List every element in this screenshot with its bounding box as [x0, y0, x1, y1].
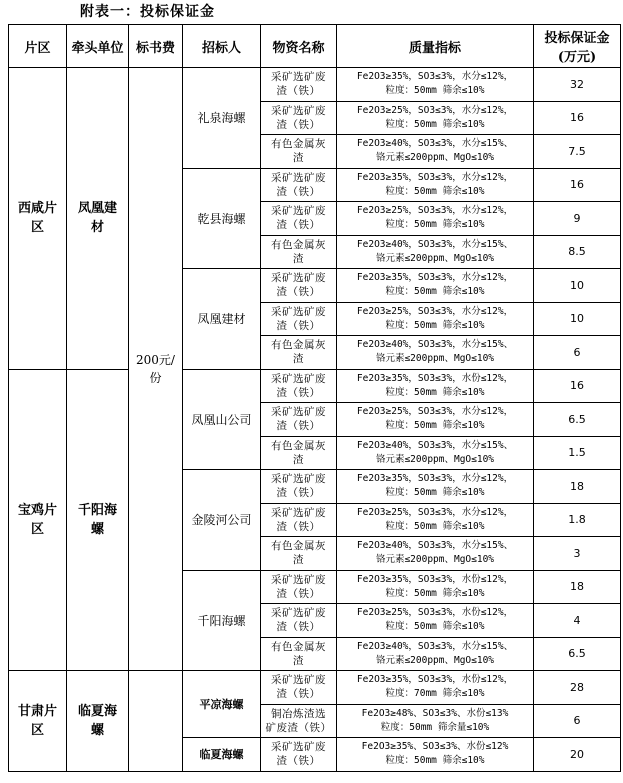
- material-line2: 渣（铁）: [276, 688, 321, 701]
- quality-cell: [337, 101, 534, 135]
- quality-line1: Fe2O3≥48%、SO3≤3%、水份≤13%: [361, 707, 509, 719]
- header-row: [9, 25, 621, 68]
- quality-cell: [337, 503, 534, 537]
- quality-line1: Fe2O3≥35%，SO3≤3%，水分≤12%，: [356, 71, 514, 83]
- material-line2: 渣: [293, 353, 304, 366]
- tenderer-cell: 平凉海螺: [183, 671, 261, 738]
- quality-line1: Fe2O3≥35%，SO3≤3%，水份≤12%，: [356, 674, 514, 686]
- material-line2: 渣: [293, 152, 304, 165]
- quality-line2: 铬元素≤200ppm、MgO≤10%: [375, 252, 495, 264]
- deposit-cell: 16: [534, 101, 621, 135]
- header-deposit-line1: 投标保证金: [544, 31, 610, 46]
- table-row: [9, 369, 621, 403]
- quality-line1: Fe2O3≥35%、SO3≤3%、水份≤12%: [361, 741, 509, 753]
- region-cell: [9, 369, 67, 671]
- material-line1: 采矿选矿废: [271, 205, 326, 218]
- quality-line2: 铬元素≤200ppm、MgO≤10%: [375, 453, 495, 465]
- material-cell: [261, 704, 337, 738]
- deposit-cell: 16: [534, 369, 621, 403]
- lead-unit-line1: 临夏海: [77, 703, 117, 719]
- tenderer-cell: 临夏海螺: [183, 738, 261, 772]
- material-cell: [261, 101, 337, 135]
- region-cell: [9, 671, 67, 772]
- region-name-line1: 西咸片: [17, 201, 57, 217]
- region-name-line2: 区: [30, 521, 44, 537]
- quality-line1: Fe2O3≥35%，SO3≤3%，水份≤12%，: [356, 372, 514, 384]
- material-line1: 铜冶炼渣选: [271, 707, 326, 720]
- material-line2: 渣: [293, 453, 304, 466]
- table-row: [9, 68, 621, 102]
- material-cell: [261, 671, 337, 705]
- fee-cell: [129, 68, 183, 671]
- material-cell: [261, 336, 337, 370]
- material-line1: 采矿选矿废: [271, 71, 326, 84]
- material-line2: 渣（铁）: [276, 85, 321, 98]
- region-cell: [9, 68, 67, 370]
- material-cell: [261, 302, 337, 336]
- material-cell: [261, 68, 337, 102]
- tenderer-cell: 凤凰建材: [183, 269, 261, 370]
- quality-cell: [337, 637, 534, 671]
- material-cell: [261, 202, 337, 236]
- material-line2: 渣（铁）: [276, 219, 321, 232]
- material-line1: 有色金属灰: [271, 339, 326, 352]
- material-line1: 采矿选矿废: [271, 406, 326, 419]
- material-line2: 渣（铁）: [276, 487, 321, 500]
- material-cell: [261, 369, 337, 403]
- quality-cell: [337, 671, 534, 705]
- fee-empty-cell: [129, 671, 183, 772]
- table-title: 附表一：投标保证金: [80, 4, 215, 20]
- material-line2: 渣（铁）: [276, 319, 321, 332]
- quality-line1: Fe2O3≥35%，SO3≤3%，水分≤12%，: [356, 171, 514, 183]
- fee-line2: 份: [149, 371, 162, 385]
- header-tenderer: 招标人: [183, 25, 261, 68]
- quality-cell: [337, 235, 534, 269]
- lead-unit-line2: 材: [90, 220, 104, 236]
- quality-cell: [337, 168, 534, 202]
- material-line2: 渣: [293, 252, 304, 265]
- material-line1: 采矿选矿废: [271, 506, 326, 519]
- material-line1: 有色金属灰: [271, 138, 326, 151]
- material-line1: 采矿选矿废: [271, 473, 326, 486]
- quality-line2: 粒度：50mm 筛余≤10%: [385, 286, 485, 298]
- deposit-cell: 16: [534, 168, 621, 202]
- quality-cell: [337, 570, 534, 604]
- deposit-cell: 3: [534, 537, 621, 571]
- lead-unit-line2: 螺: [90, 722, 104, 738]
- header-fee: 标书费: [129, 25, 183, 68]
- header-deposit: [534, 25, 621, 68]
- deposit-cell: 7.5: [534, 135, 621, 169]
- deposit-cell: 1.5: [534, 436, 621, 470]
- region-name-line1: 宝鸡片: [17, 502, 57, 518]
- material-cell: [261, 503, 337, 537]
- tenderer-cell: 金陵河公司: [183, 470, 261, 571]
- quality-line2: 粒度：50mm 筛余≤10%: [385, 85, 485, 97]
- lead-unit-line1: 千阳海: [77, 502, 117, 518]
- material-line1: 采矿选矿废: [271, 305, 326, 318]
- deposit-table: [8, 24, 621, 772]
- header-lead: 牵头单位: [67, 25, 129, 68]
- material-line1: 有色金属灰: [271, 439, 326, 452]
- quality-line2: 铬元素≤200ppm、MgO≤10%: [375, 654, 495, 666]
- quality-cell: [337, 604, 534, 638]
- quality-line2: 粒度：50mm 筛余≤10%: [385, 386, 485, 398]
- lead-unit-cell: [67, 369, 129, 671]
- quality-cell: [337, 704, 534, 738]
- material-line1: 有色金属灰: [271, 640, 326, 653]
- material-cell: [261, 570, 337, 604]
- quality-cell: [337, 269, 534, 303]
- quality-line1: Fe2O3≥40%，SO3≤3%，水分≤15%、: [356, 238, 514, 250]
- material-cell: [261, 637, 337, 671]
- header-deposit-line2: (万元): [557, 50, 597, 65]
- material-cell: [261, 470, 337, 504]
- quality-line1: Fe2O3≥25%，SO3≤3%，水分≤12%，: [356, 205, 514, 217]
- deposit-cell: 10: [534, 302, 621, 336]
- table-row: [9, 671, 621, 705]
- material-cell: [261, 604, 337, 638]
- material-line2: 渣（铁）: [276, 118, 321, 131]
- quality-line1: Fe2O3≥25%，SO3≤3%，水分≤12%，: [356, 506, 514, 518]
- material-cell: [261, 403, 337, 437]
- quality-line2: 铬元素≤200ppm、MgO≤10%: [375, 353, 495, 365]
- quality-line1: Fe2O3≥25%，SO3≤3%，水份≤12%，: [356, 607, 514, 619]
- quality-cell: [337, 369, 534, 403]
- tenderer-cell: 千阳海螺: [183, 570, 261, 671]
- quality-cell: [337, 202, 534, 236]
- material-line2: 渣（铁）: [276, 185, 321, 198]
- material-cell: [261, 235, 337, 269]
- material-line2: 渣: [293, 554, 304, 567]
- quality-line2: 粒度：50mm 筛余≤10%: [385, 118, 485, 130]
- quality-line1: Fe2O3≥40%，SO3≤3%，水分≤15%、: [356, 339, 514, 351]
- deposit-cell: 18: [534, 570, 621, 604]
- quality-cell: [337, 135, 534, 169]
- material-cell: [261, 135, 337, 169]
- quality-cell: [337, 436, 534, 470]
- quality-line2: 粒度：50mm 筛余≤10%: [385, 319, 485, 331]
- quality-line1: Fe2O3≥25%，SO3≤3%，水分≤12%，: [356, 305, 514, 317]
- deposit-cell: 4: [534, 604, 621, 638]
- material-line2: 渣（铁）: [276, 587, 321, 600]
- deposit-cell: 6.5: [534, 637, 621, 671]
- material-line2: 渣（铁）: [276, 386, 321, 399]
- quality-cell: [337, 403, 534, 437]
- quality-line2: 粒度：50mm 筛余≤10%: [385, 587, 485, 599]
- tenderer-cell: 乾县海螺: [183, 168, 261, 269]
- quality-line2: 粒度：50mm 筛余≤10%: [385, 219, 485, 231]
- quality-cell: [337, 68, 534, 102]
- quality-line1: Fe2O3≥35%，SO3≤3%，水分≤12%，: [356, 473, 514, 485]
- material-line2: 渣（铁）: [276, 520, 321, 533]
- region-name-line2: 区: [30, 220, 44, 236]
- deposit-cell: 9: [534, 202, 621, 236]
- material-line1: 采矿选矿废: [271, 104, 326, 117]
- quality-line2: 粒度：50mm 筛余≤10%: [385, 755, 485, 767]
- material-line1: 有色金属灰: [271, 238, 326, 251]
- quality-line2: 粒度：70mm 筛余≤10%: [385, 688, 485, 700]
- header-material: 物资名称: [261, 25, 337, 68]
- material-cell: [261, 168, 337, 202]
- region-name-line1: 甘肃片: [17, 703, 57, 719]
- quality-line2: 粒度：50mm 筛余≤10%: [385, 420, 485, 432]
- material-line2: 渣（铁）: [276, 755, 321, 768]
- quality-line2: 粒度：50mm 筛余≤10%: [385, 487, 485, 499]
- material-line1: 采矿选矿废: [271, 674, 326, 687]
- quality-line1: Fe2O3≥35%，SO3≤3%，水份≤12%，: [356, 573, 514, 585]
- quality-line2: 粒度：50mm 筛余≤10%: [385, 520, 485, 532]
- quality-cell: [337, 738, 534, 772]
- deposit-cell: 28: [534, 671, 621, 705]
- material-line1: 采矿选矿废: [271, 607, 326, 620]
- quality-line2: 粒度：50mm 筛余量≤10%: [380, 721, 490, 733]
- material-line1: 采矿选矿废: [271, 372, 326, 385]
- quality-line1: Fe2O3≥25%，SO3≤3%，水分≤12%，: [356, 406, 514, 418]
- quality-line1: Fe2O3≥35%，SO3≤3%，水分≤12%，: [356, 272, 514, 284]
- quality-line1: Fe2O3≥25%，SO3≤3%，水分≤12%，: [356, 104, 514, 116]
- material-line1: 有色金属灰: [271, 540, 326, 553]
- quality-cell: [337, 336, 534, 370]
- lead-unit-line1: 凤凰建: [77, 201, 117, 217]
- lead-unit-cell: [67, 671, 129, 772]
- quality-line2: 铬元素≤200ppm、MgO≤10%: [375, 152, 495, 164]
- material-line2: 渣（铁）: [276, 286, 321, 299]
- quality-line2: 粒度：50mm 筛余≤10%: [385, 185, 485, 197]
- material-line1: 采矿选矿废: [271, 272, 326, 285]
- deposit-cell: 6.5: [534, 403, 621, 437]
- quality-line1: Fe2O3≥40%，SO3≤3%，水分≤15%、: [356, 540, 514, 552]
- quality-line2: 铬元素≤200ppm、MgO≤10%: [375, 554, 495, 566]
- quality-line1: Fe2O3≥40%，SO3≤3%，水分≤15%、: [356, 138, 514, 150]
- material-cell: [261, 269, 337, 303]
- lead-unit-cell: [67, 68, 129, 370]
- material-line2: 渣: [293, 654, 304, 667]
- quality-cell: [337, 470, 534, 504]
- material-cell: [261, 436, 337, 470]
- material-line1: 采矿选矿废: [271, 171, 326, 184]
- tenderer-cell: 礼泉海螺: [183, 68, 261, 169]
- material-line1: 采矿选矿废: [271, 573, 326, 586]
- quality-line2: 粒度：50mm 筛余≤10%: [385, 621, 485, 633]
- material-line1: 采矿选矿废: [271, 741, 326, 754]
- deposit-cell: 1.8: [534, 503, 621, 537]
- material-cell: [261, 738, 337, 772]
- quality-cell: [337, 537, 534, 571]
- region-name-line2: 区: [30, 722, 44, 738]
- deposit-cell: 20: [534, 738, 621, 772]
- deposit-cell: 18: [534, 470, 621, 504]
- quality-line1: Fe2O3≥40%，SO3≤3%，水分≤15%、: [356, 640, 514, 652]
- quality-line1: Fe2O3≥40%，SO3≤3%，水分≤15%、: [356, 439, 514, 451]
- material-line2: 矿废渣（铁）: [265, 721, 332, 734]
- quality-cell: [337, 302, 534, 336]
- deposit-cell: 6: [534, 704, 621, 738]
- deposit-cell: 6: [534, 336, 621, 370]
- header-quality: 质量指标: [337, 25, 534, 68]
- tenderer-cell: 凤凰山公司: [183, 369, 261, 470]
- deposit-cell: 10: [534, 269, 621, 303]
- lead-unit-line2: 螺: [90, 521, 104, 537]
- material-line2: 渣（铁）: [276, 420, 321, 433]
- material-line2: 渣（铁）: [276, 621, 321, 634]
- material-cell: [261, 537, 337, 571]
- fee-line1: 200元/: [136, 353, 175, 367]
- deposit-cell: 8.5: [534, 235, 621, 269]
- deposit-cell: 32: [534, 68, 621, 102]
- header-region: 片区: [9, 25, 67, 68]
